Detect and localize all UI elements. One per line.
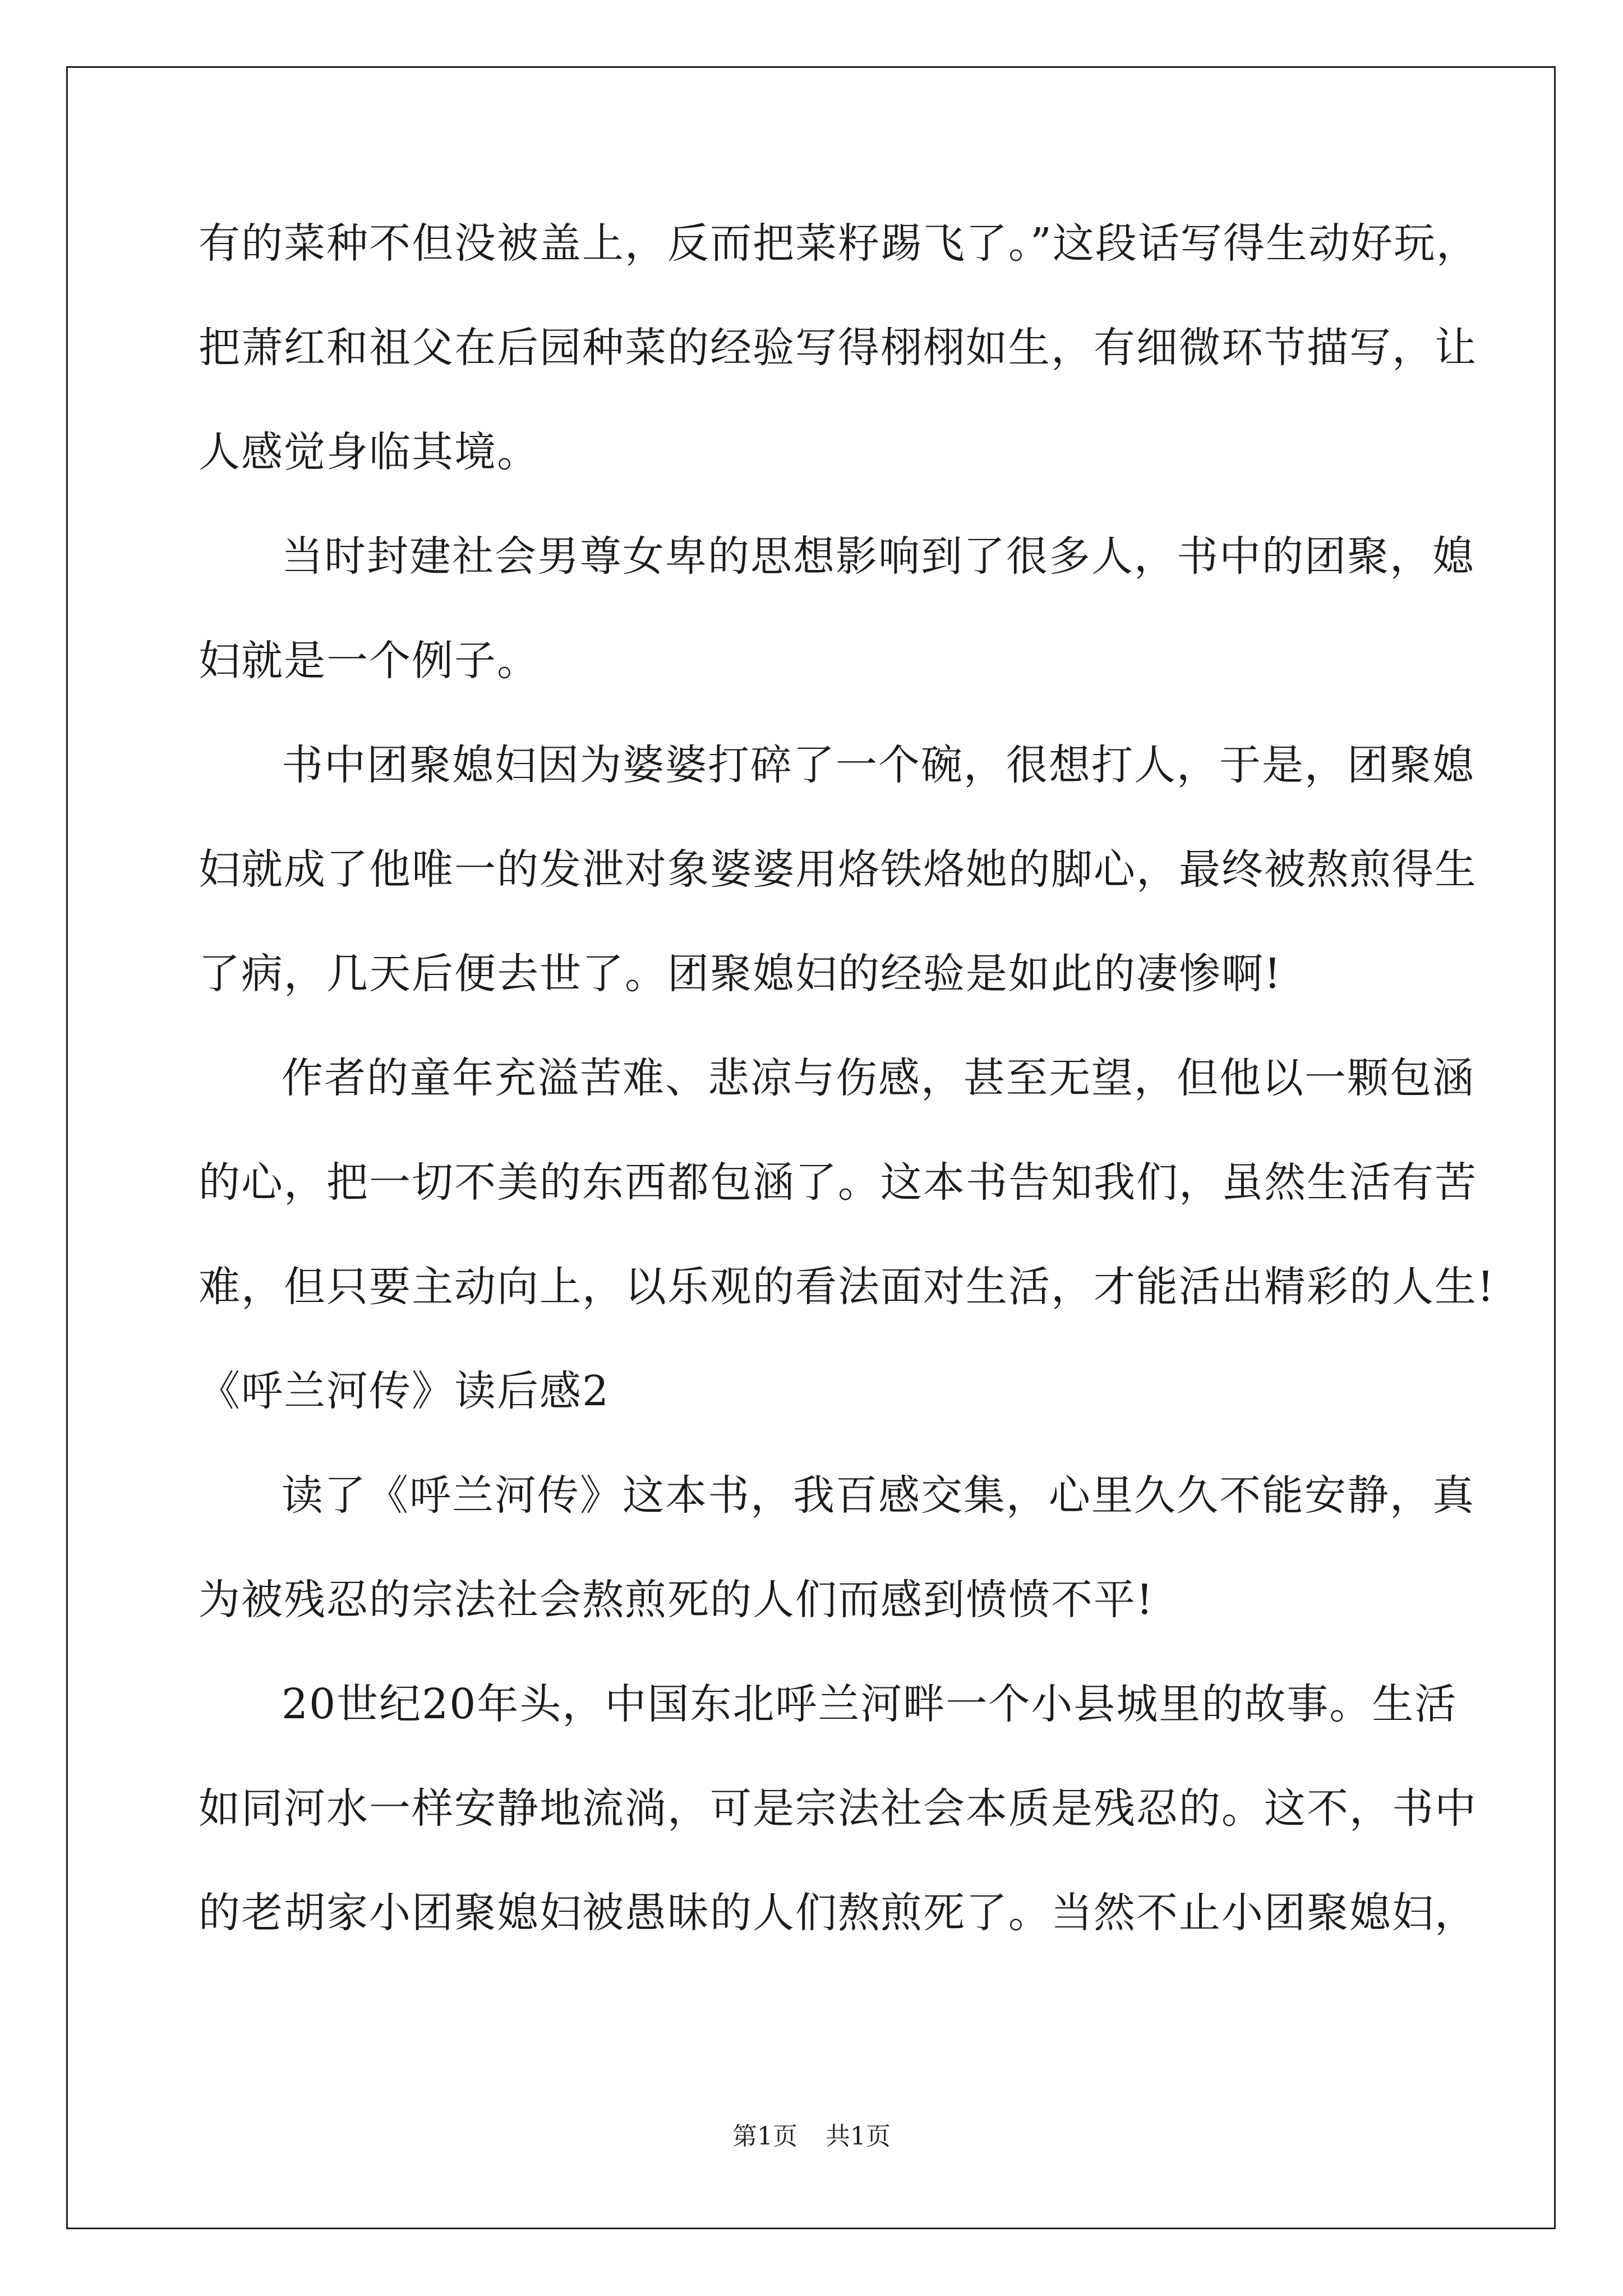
text-line-11: 难，但只要主动向上，以乐观的看法面对生活，才能活出精彩的人生!	[199, 1263, 1495, 1311]
page-number: 第1页	[732, 2122, 797, 2151]
total-pages: 共1页	[826, 2122, 891, 2151]
section-heading: 《呼兰河传》读后感2	[199, 1367, 610, 1415]
text-line-8: 了病，几天后便去世了。团聚媳妇的经验是如此的凄惨啊!	[199, 950, 1282, 998]
text-line-15: 20世纪20年头，中国东北呼兰河畔一个小县城里的故事。生活	[282, 1680, 1458, 1728]
text-line-2: 把萧红和祖父在后园种菜的经验写得栩栩如生，有细微环节描写，让	[199, 324, 1477, 372]
text-line-13: 读了《呼兰河传》这本书，我百感交集，心里久久不能安静，真	[282, 1471, 1475, 1520]
text-line-10: 的心，把一切不美的东西都包涵了。这本书告知我们，虽然生活有苦	[199, 1158, 1477, 1207]
text-line-1: 有的菜种不但没被盖上，反而把菜籽踢飞了。”这段话写得生动好玩，	[199, 219, 1479, 268]
text-line-7: 妇就成了他唯一的发泄对象婆婆用烙铁烙她的脚心，最终被熬煎得生	[199, 845, 1477, 894]
text-line-3: 人感觉身临其境。	[199, 428, 540, 476]
document-body	[199, 217, 1495, 1990]
text-line-6: 书中团聚媳妇因为婆婆打碎了一个碗，很想打人，于是，团聚媳	[282, 741, 1475, 789]
page-footer	[0, 2121, 1623, 2152]
text-line-17: 的老胡家小团聚媳妇被愚昧的人们熬煎死了。当然不止小团聚媳妇，	[199, 1889, 1477, 1937]
text-line-14: 为被残忍的宗法社会熬煎死的人们而感到愤愤不平!	[199, 1576, 1154, 1624]
text-line-4: 当时封建社会男尊女卑的思想影响到了很多人，书中的团聚，媳	[282, 532, 1475, 581]
text-line-5: 妇就是一个例子。	[199, 637, 540, 685]
text-line-9: 作者的童年充溢苦难、悲凉与伤感，甚至无望，但他以一颗包涵	[282, 1054, 1475, 1102]
text-line-16: 如同河水一样安静地流淌，可是宗法社会本质是残忍的。这不，书中	[199, 1784, 1477, 1833]
